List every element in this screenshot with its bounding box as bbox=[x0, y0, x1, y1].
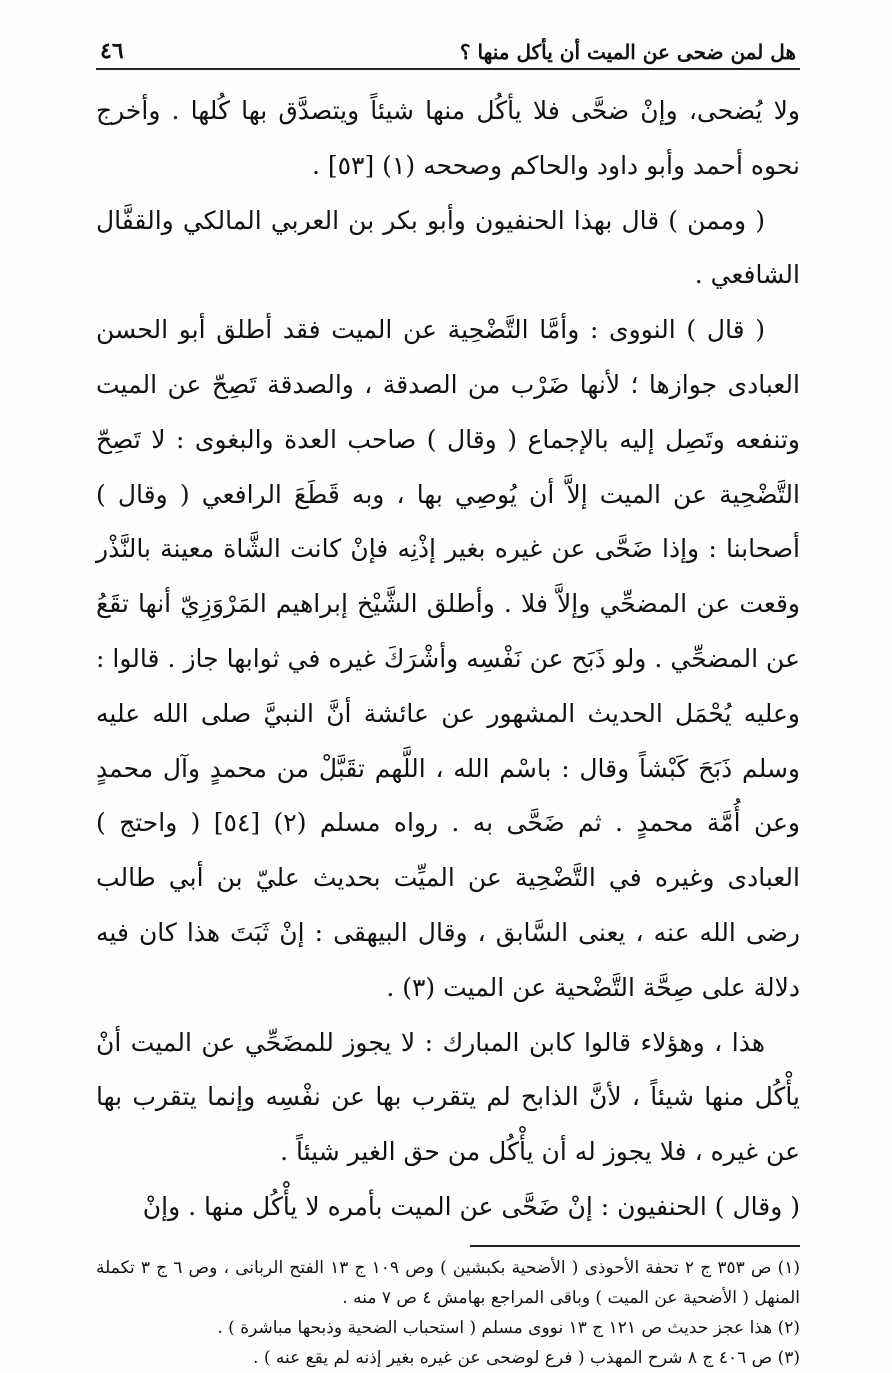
running-title: هل لمن ضحى عن الميت أن يأكل منها ؟ bbox=[459, 40, 796, 64]
footnote-divider bbox=[470, 1245, 800, 1247]
paragraph: ولا يُضحى، وإنْ ضحَّى فلا يأكُل منها شيئاً ويتصدَّق بها كُلها . وأخرج نحوه أحمد وأبو داود والحاكم وصححه (١) [٥٣] . bbox=[96, 96, 800, 180]
footnote: (٢) هذا عجز حديث ص ١٢١ ج ١٣ نووى مسلم ( استحباب الضحية وذبحها مباشرة ) . bbox=[217, 1317, 800, 1338]
main-text bbox=[96, 84, 800, 1235]
page-header bbox=[96, 28, 800, 70]
paragraph: ( وقال ) الحنفيون : إنْ ضَحَّى عن الميت بأمره لا يأْكُل منها . وإنْ bbox=[142, 1191, 800, 1221]
footnote: (٣) ص ٤٠٦ ج ٨ شرح المهذب ( فرع لوضحى عن غيره بغير إذنه لم يقع عنه ) . bbox=[253, 1347, 800, 1368]
paragraph: هذا ، وهؤلاء قالوا كابن المبارك : لا يجوز للمضَحِّي عن الميت أنْ يأْكُل منها شيئاً ، لأنَّ الذابح لم يتقرب بها عن نفْسِه وإنما يتقرب بها عن غيره ، فلا يجوز له أن يأْكُل من حق الغير شيئاً . bbox=[96, 1027, 800, 1167]
footnote: (١) ص ٣٥٣ ج ٢ تحفة الأحوذى ( الأضحية بكبشين ) وص ١٠٩ ج ١٣ الفتح الربانى ، وص ٦ ج ٣ تكملة المنهل ( الأضحية عن الميت ) وباقى المراجع بهامش ٤ ص ٧ منه . bbox=[96, 1257, 801, 1308]
page-number: ٤٦ bbox=[100, 38, 124, 64]
paragraph: ( قال ) النووى : وأمَّا التَّضْحِية عن الميت فقد أطلق أبو الحسن العبادى جوازها ؛ لأنها ضَرْب من الصدقة ، والصدقة تَصِحّ عن الميت وتنفعه وتَصِل إليه بالإجماع ( وقال ) صاحب العدة والبغوى : لا تَصِحّ التَّضْحِية عن الميت إلاَّ أن يُوصِي بها ، وبه قَطَعَ الرافعي ( وقال ) أصحابنا : وإذا ضَحَّى عن غيره بغير إذْنِه فإنْ كانت الشَّاة معينة بالنَّذْر وقعت عن المضحِّي وإلاَّ فلا . وأطلق الشَّيْخ إبراهيم المَرْوَزِيّ أنها تقَعُ عن المضحِّي . ولو ذَبَح عن نَفْسِه وأشْرَكَ غيره في ثوابها جاز . قالوا : وعليه يُحْمَل الحديث المشهور عن عائشة أنَّ النبيَّ صلى الله عليه وسلم ذَبَحَ كَبْشاً وقال : باسْم الله ، اللَّهم تقَبَّلْ من محمدٍ وآل محمدٍ وعن أُمَّة محمدٍ . ثم ضَحَّى به . رواه مسلم (٢) [٥٤] ( واحتج ) العبادى وغيره في التَّضْحِية عن الميِّت بحديث عليّ بن أبي طالب رضى الله عنه ، يعنى السَّابق ، وقال البيهقى : إنْ ثَبَتَ هذا كان فيه دلالة على صِحَّة التَّضْحية عن الميت (٣) . bbox=[96, 315, 800, 1002]
footnotes bbox=[96, 1253, 800, 1373]
paragraph: ( وممن ) قال بهذا الحنفيون وأبو بكر بن العربي المالكي والقفَّال الشافعي . bbox=[96, 205, 800, 290]
